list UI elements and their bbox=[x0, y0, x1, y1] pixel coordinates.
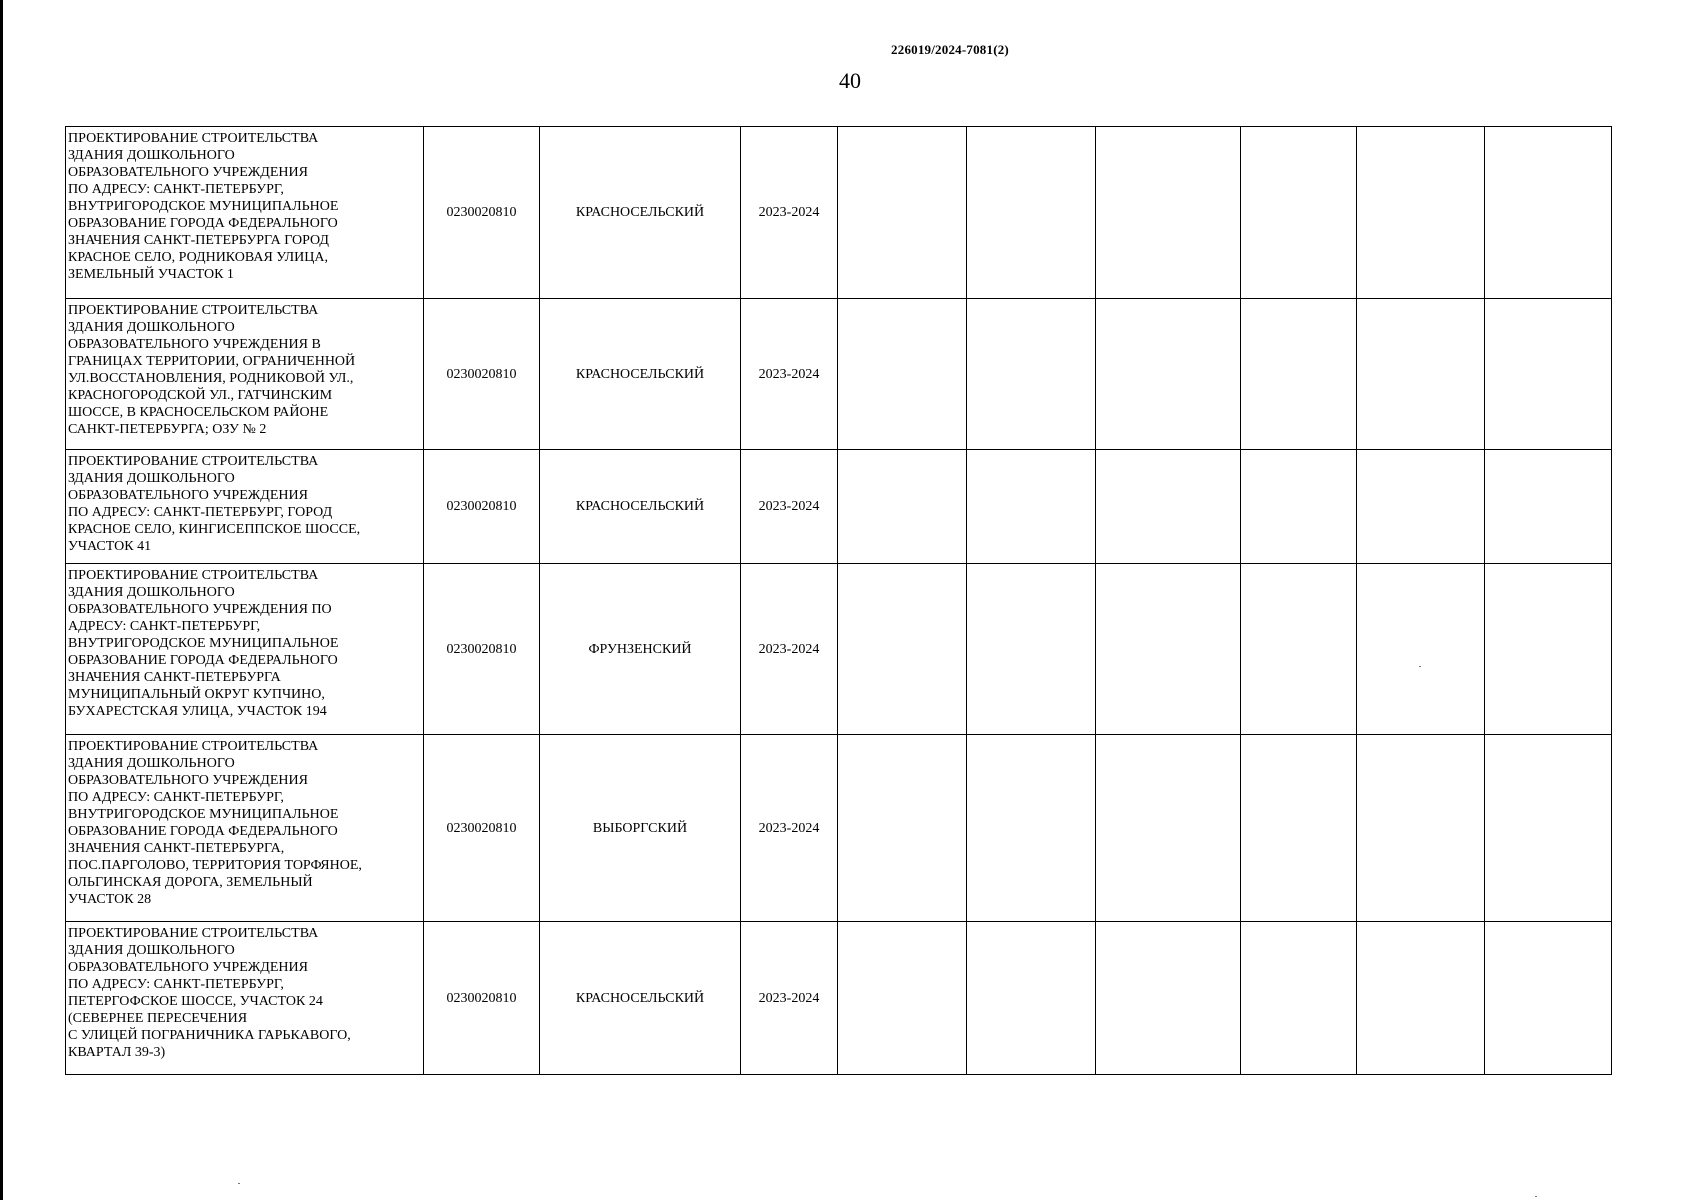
scan-edge-line bbox=[0, 0, 3, 1200]
description-line: ПО АДРЕСУ: САНКТ-ПЕТЕРБУРГ, ГОРОД bbox=[68, 505, 333, 520]
description-line: ЗНАЧЕНИЯ САНКТ-ПЕТЕРБУРГА, bbox=[68, 841, 285, 856]
empty-cell bbox=[967, 127, 1096, 299]
description-line: (СЕВЕРНЕЕ ПЕРЕСЕЧЕНИЯ bbox=[68, 1011, 248, 1026]
budget-code: 0230020810 bbox=[424, 922, 540, 1075]
project-description bbox=[66, 127, 424, 299]
table-row bbox=[66, 127, 1612, 299]
empty-cell bbox=[1485, 299, 1612, 450]
description-line: САНКТ-ПЕТЕРБУРГА; ОЗУ № 2 bbox=[68, 422, 267, 437]
empty-cell bbox=[838, 299, 967, 450]
district: КРАСНОСЕЛЬСКИЙ bbox=[540, 922, 741, 1075]
empty-cell bbox=[838, 450, 967, 564]
description-line: МУНИЦИПАЛЬНЫЙ ОКРУГ КУПЧИНО, bbox=[68, 687, 325, 702]
empty-cell bbox=[967, 922, 1096, 1075]
budget-code: 0230020810 bbox=[424, 299, 540, 450]
district: КРАСНОСЕЛЬСКИЙ bbox=[540, 127, 741, 299]
empty-cell bbox=[1485, 922, 1612, 1075]
empty-cell bbox=[1357, 922, 1485, 1075]
register-table-body bbox=[66, 127, 1612, 1075]
table-row bbox=[66, 564, 1612, 735]
description-line: ПО АДРЕСУ: САНКТ-ПЕТЕРБУРГ, bbox=[68, 977, 284, 992]
description-line: ЗНАЧЕНИЯ САНКТ-ПЕТЕРБУРГА bbox=[68, 670, 281, 685]
empty-cell bbox=[967, 299, 1096, 450]
description-line: ВНУТРИГОРОДСКОЕ МУНИЦИПАЛЬНОЕ bbox=[68, 199, 339, 214]
empty-cell bbox=[1096, 450, 1241, 564]
table-row bbox=[66, 922, 1612, 1075]
empty-cell bbox=[1357, 564, 1485, 735]
period: 2023-2024 bbox=[741, 450, 838, 564]
description-line: КРАСНОЕ СЕЛО, КИНГИСЕППСКОЕ ШОССЕ, bbox=[68, 522, 361, 537]
district: ФРУНЗЕНСКИЙ bbox=[540, 564, 741, 735]
empty-cell bbox=[838, 922, 967, 1075]
empty-cell bbox=[1096, 127, 1241, 299]
description-line: ОБРАЗОВАТЕЛЬНОГО УЧРЕЖДЕНИЯ bbox=[68, 488, 308, 503]
description-line: КРАСНОЕ СЕЛО, РОДНИКОВАЯ УЛИЦА, bbox=[68, 250, 328, 265]
empty-cell bbox=[967, 564, 1096, 735]
budget-code: 0230020810 bbox=[424, 127, 540, 299]
empty-cell bbox=[838, 564, 967, 735]
period: 2023-2024 bbox=[741, 922, 838, 1075]
description-line: ЗДАНИЯ ДОШКОЛЬНОГО bbox=[68, 471, 235, 486]
project-description bbox=[66, 299, 424, 450]
description-line: УЧАСТОК 28 bbox=[68, 892, 152, 907]
description-line: ЗДАНИЯ ДОШКОЛЬНОГО bbox=[68, 320, 235, 335]
empty-cell bbox=[1357, 299, 1485, 450]
empty-cell bbox=[1241, 127, 1357, 299]
table-row bbox=[66, 450, 1612, 564]
register-table bbox=[65, 126, 1612, 1075]
description-line: ПО АДРЕСУ: САНКТ-ПЕТЕРБУРГ, bbox=[68, 790, 284, 805]
description-line: ВНУТРИГОРОДСКОЕ МУНИЦИПАЛЬНОЕ bbox=[68, 807, 339, 822]
district: КРАСНОСЕЛЬСКИЙ bbox=[540, 299, 741, 450]
empty-cell bbox=[1241, 735, 1357, 922]
description-line: ШОССЕ, В КРАСНОСЕЛЬСКОМ РАЙОНЕ bbox=[68, 405, 329, 420]
empty-cell bbox=[1096, 299, 1241, 450]
district: КРАСНОСЕЛЬСКИЙ bbox=[540, 450, 741, 564]
description-line: ЗДАНИЯ ДОШКОЛЬНОГО bbox=[68, 756, 235, 771]
period: 2023-2024 bbox=[741, 735, 838, 922]
table-row bbox=[66, 299, 1612, 450]
period: 2023-2024 bbox=[741, 299, 838, 450]
description-line: КРАСНОГОРОДСКОЙ УЛ., ГАТЧИНСКИМ bbox=[68, 388, 333, 403]
description-line: ЗДАНИЯ ДОШКОЛЬНОГО bbox=[68, 585, 235, 600]
page-number: 40 bbox=[839, 68, 861, 93]
description-line: С УЛИЦЕЙ ПОГРАНИЧНИКА ГАРЬКАВОГО, bbox=[68, 1028, 351, 1043]
empty-cell bbox=[1241, 922, 1357, 1075]
description-line: ОБРАЗОВАНИЕ ГОРОДА ФЕДЕРАЛЬНОГО bbox=[68, 653, 338, 668]
description-line: КВАРТАЛ 39-3) bbox=[68, 1045, 166, 1060]
description-line: АДРЕСУ: САНКТ-ПЕТЕРБУРГ, bbox=[68, 619, 261, 634]
empty-cell bbox=[1357, 127, 1485, 299]
empty-cell bbox=[1357, 450, 1485, 564]
description-line: ЗНАЧЕНИЯ САНКТ-ПЕТЕРБУРГА ГОРОД bbox=[68, 233, 329, 248]
empty-cell bbox=[1485, 564, 1612, 735]
description-line: ПЕТЕРГОФСКОЕ ШОССЕ, УЧАСТОК 24 bbox=[68, 994, 323, 1009]
description-line: УЧАСТОК 41 bbox=[68, 539, 152, 554]
empty-cell bbox=[1241, 450, 1357, 564]
budget-code: 0230020810 bbox=[424, 735, 540, 922]
description-line: ПРОЕКТИРОВАНИЕ СТРОИТЕЛЬСТВА bbox=[68, 303, 319, 318]
description-line: ОБРАЗОВАТЕЛЬНОГО УЧРЕЖДЕНИЯ В bbox=[68, 337, 321, 352]
empty-cell bbox=[1241, 299, 1357, 450]
empty-cell bbox=[1485, 735, 1612, 922]
description-line: ПРОЕКТИРОВАНИЕ СТРОИТЕЛЬСТВА bbox=[68, 568, 319, 583]
empty-cell bbox=[1096, 922, 1241, 1075]
description-line: ПО АДРЕСУ: САНКТ-ПЕТЕРБУРГ, bbox=[68, 182, 284, 197]
description-line: ЗДАНИЯ ДОШКОЛЬНОГО bbox=[68, 943, 235, 958]
description-line: ПРОЕКТИРОВАНИЕ СТРОИТЕЛЬСТВА bbox=[68, 131, 319, 146]
description-line: ВНУТРИГОРОДСКОЕ МУНИЦИПАЛЬНОЕ bbox=[68, 636, 339, 651]
description-line: ОБРАЗОВАНИЕ ГОРОДА ФЕДЕРАЛЬНОГО bbox=[68, 824, 338, 839]
table-row bbox=[66, 735, 1612, 922]
budget-code: 0230020810 bbox=[424, 564, 540, 735]
description-line: ПОС.ПАРГОЛОВО, ТЕРРИТОРИЯ ТОРФЯНОЕ, bbox=[68, 858, 362, 873]
empty-cell bbox=[1241, 564, 1357, 735]
description-line: ОБРАЗОВАТЕЛЬНОГО УЧРЕЖДЕНИЯ bbox=[68, 165, 308, 180]
description-line: ЗДАНИЯ ДОШКОЛЬНОГО bbox=[68, 148, 235, 163]
description-line: БУХАРЕСТСКАЯ УЛИЦА, УЧАСТОК 194 bbox=[68, 704, 327, 719]
budget-code: 0230020810 bbox=[424, 450, 540, 564]
project-description bbox=[66, 564, 424, 735]
empty-cell bbox=[1485, 127, 1612, 299]
empty-cell bbox=[967, 735, 1096, 922]
period: 2023-2024 bbox=[741, 564, 838, 735]
scan-speck bbox=[1535, 1196, 1537, 1197]
project-description bbox=[66, 735, 424, 922]
project-description bbox=[66, 450, 424, 564]
empty-cell bbox=[1357, 735, 1485, 922]
period: 2023-2024 bbox=[741, 127, 838, 299]
description-line: ГРАНИЦАХ ТЕРРИТОРИИ, ОГРАНИЧЕННОЙ bbox=[68, 354, 356, 369]
project-description bbox=[66, 922, 424, 1075]
description-line: ОБРАЗОВАНИЕ ГОРОДА ФЕДЕРАЛЬНОГО bbox=[68, 216, 338, 231]
empty-cell bbox=[1096, 735, 1241, 922]
description-line: ЗЕМЕЛЬНЫЙ УЧАСТОК 1 bbox=[68, 267, 234, 282]
document-number: 226019/2024-7081(2) bbox=[891, 42, 1009, 57]
empty-cell bbox=[1485, 450, 1612, 564]
description-line: ПРОЕКТИРОВАНИЕ СТРОИТЕЛЬСТВА bbox=[68, 454, 319, 469]
description-line: ПРОЕКТИРОВАНИЕ СТРОИТЕЛЬСТВА bbox=[68, 926, 319, 941]
scan-speck bbox=[238, 1183, 240, 1184]
empty-cell bbox=[838, 735, 967, 922]
empty-cell bbox=[967, 450, 1096, 564]
description-line: УЛ.ВОССТАНОВЛЕНИЯ, РОДНИКОВОЙ УЛ., bbox=[68, 371, 354, 386]
district: ВЫБОРГСКИЙ bbox=[540, 735, 741, 922]
empty-cell bbox=[838, 127, 967, 299]
description-line: ОБРАЗОВАТЕЛЬНОГО УЧРЕЖДЕНИЯ bbox=[68, 773, 308, 788]
description-line: ОБРАЗОВАТЕЛЬНОГО УЧРЕЖДЕНИЯ ПО bbox=[68, 602, 332, 617]
description-line: ПРОЕКТИРОВАНИЕ СТРОИТЕЛЬСТВА bbox=[68, 739, 319, 754]
scan-speck bbox=[1419, 666, 1421, 667]
empty-cell bbox=[1096, 564, 1241, 735]
description-line: ОЛЬГИНСКАЯ ДОРОГА, ЗЕМЕЛЬНЫЙ bbox=[68, 875, 313, 890]
description-line: ОБРАЗОВАТЕЛЬНОГО УЧРЕЖДЕНИЯ bbox=[68, 960, 308, 975]
